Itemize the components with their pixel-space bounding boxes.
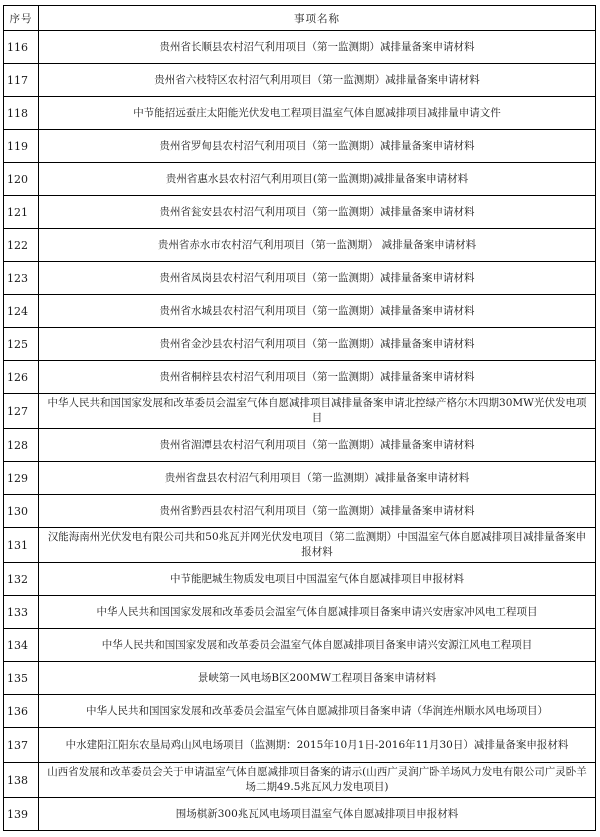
row-number: 129 — [4, 462, 39, 495]
table-row — [4, 394, 596, 429]
table-row — [4, 728, 596, 763]
records-table — [3, 5, 596, 831]
row-number: 126 — [4, 361, 39, 394]
row-number: 125 — [4, 328, 39, 361]
row-item-name: 贵州省水城县农村沼气利用项目（第一监测期）减排量备案申请材料 — [39, 295, 596, 328]
row-item-name: 山西省发展和改革委员会关于申请温室气体自愿减排项目备案的请示(山西广灵润广卧羊场风力发电有限公司广灵卧羊场二期49.5兆瓦风力发电项目) — [39, 763, 596, 798]
header-name: 事项名称 — [39, 6, 596, 31]
row-number: 116 — [4, 31, 39, 64]
table-row — [4, 361, 596, 394]
row-number: 136 — [4, 695, 39, 728]
row-item-name: 贵州省长顺县农村沼气利用项目（第一监测期）减排量备案申请材料 — [39, 31, 596, 64]
table-row — [4, 31, 596, 64]
row-number: 120 — [4, 163, 39, 196]
row-item-name: 中华人民共和国国家发展和改革委员会温室气体自愿减排项目备案申请兴安源江风电工程项目 — [39, 629, 596, 662]
row-item-name: 中节能肥城生物质发电项目中国温室气体自愿减排项目申报材料 — [39, 563, 596, 596]
header-number: 序号 — [4, 6, 39, 31]
row-item-name: 贵州省金沙县农村沼气利用项目（第一监测期）减排量备案申请材料 — [39, 328, 596, 361]
table-row — [4, 196, 596, 229]
table-row — [4, 798, 596, 831]
row-number: 121 — [4, 196, 39, 229]
row-number: 122 — [4, 229, 39, 262]
row-number: 119 — [4, 130, 39, 163]
row-number: 118 — [4, 97, 39, 130]
row-item-name: 贵州省凤岗县农村沼气利用项目（第一监测期）减排量备案申请材料 — [39, 262, 596, 295]
table-row — [4, 528, 596, 563]
row-number: 133 — [4, 596, 39, 629]
row-number: 130 — [4, 495, 39, 528]
row-item-name: 贵州省惠水县农村沼气利用项目(第一监测期)减排量备案申请材料 — [39, 163, 596, 196]
row-number: 137 — [4, 728, 39, 763]
table-row — [4, 462, 596, 495]
row-number: 132 — [4, 563, 39, 596]
table-row — [4, 130, 596, 163]
table-row — [4, 328, 596, 361]
row-item-name: 中华人民共和国国家发展和改革委员会温室气体自愿减排项目减排量备案申请北控绿产格尔木四期30MW光伏发电项目 — [39, 394, 596, 429]
table-row — [4, 229, 596, 262]
row-number: 131 — [4, 528, 39, 563]
row-number: 139 — [4, 798, 39, 831]
table-row — [4, 629, 596, 662]
row-item-name: 贵州省湄潭县农村沼气利用项目（第一监测期）减排量备案申请材料 — [39, 429, 596, 462]
row-number: 134 — [4, 629, 39, 662]
table-row — [4, 495, 596, 528]
row-number: 128 — [4, 429, 39, 462]
row-number: 138 — [4, 763, 39, 798]
row-item-name: 围场棋新300兆瓦风电场项目温室气体自愿减排项目申报材料 — [39, 798, 596, 831]
row-number: 127 — [4, 394, 39, 429]
table-row — [4, 163, 596, 196]
row-item-name: 贵州省黔西县农村沼气利用项目（第一监测期）减排量备案申请材料 — [39, 495, 596, 528]
row-item-name: 中节能招远蚕庄太阳能光伏发电工程项目温室气体自愿减排项目减排量申请文件 — [39, 97, 596, 130]
row-item-name: 汉能海南州光伏发电有限公司共和50兆瓦并网光伏发电项目（第二监测期）中国温室气体自愿减排项目减排量备案申报材料 — [39, 528, 596, 563]
row-item-name: 中华人民共和国国家发展和改革委员会温室气体自愿减排项目备案申请（华润连州顺水风电场项目） — [39, 695, 596, 728]
table-body — [4, 31, 596, 831]
row-item-name: 贵州省六枝特区农村沼气利用项目（第一监测期）减排量备案申请材料 — [39, 64, 596, 97]
row-item-name: 贵州省瓮安县农村沼气利用项目（第一监测期）减排量备案申请材料 — [39, 196, 596, 229]
row-number: 124 — [4, 295, 39, 328]
table-row — [4, 763, 596, 798]
table-row — [4, 662, 596, 695]
table-row — [4, 97, 596, 130]
table-row — [4, 596, 596, 629]
table-header-row — [4, 6, 596, 31]
table-row — [4, 563, 596, 596]
row-item-name: 中华人民共和国国家发展和改革委员会温室气体自愿减排项目备案申请兴安唐家冲风电工程项目 — [39, 596, 596, 629]
row-number: 135 — [4, 662, 39, 695]
row-item-name: 贵州省盘县农村沼气利用项目（第一监测期）减排量备案申请材料 — [39, 462, 596, 495]
row-number: 123 — [4, 262, 39, 295]
row-item-name: 贵州省赤水市农村沼气利用项目（第一监测期） 减排量备案申请材料 — [39, 229, 596, 262]
table-row — [4, 64, 596, 97]
row-item-name: 景峡第一风电场B区200MW工程项目备案申请材料 — [39, 662, 596, 695]
row-number: 117 — [4, 64, 39, 97]
table-row — [4, 695, 596, 728]
table-row — [4, 429, 596, 462]
table-row — [4, 295, 596, 328]
table-row — [4, 262, 596, 295]
row-item-name: 贵州省桐梓县农村沼气利用项目（第一监测期）减排量备案申请材料 — [39, 361, 596, 394]
row-item-name: 中水建阳江阳东农垦局鸡山风电场项目（监测期：2015年10月1日-2016年11月30日）减排量备案申报材料 — [39, 728, 596, 763]
row-item-name: 贵州省罗甸县农村沼气利用项目（第一监测期）减排量备案申请材料 — [39, 130, 596, 163]
